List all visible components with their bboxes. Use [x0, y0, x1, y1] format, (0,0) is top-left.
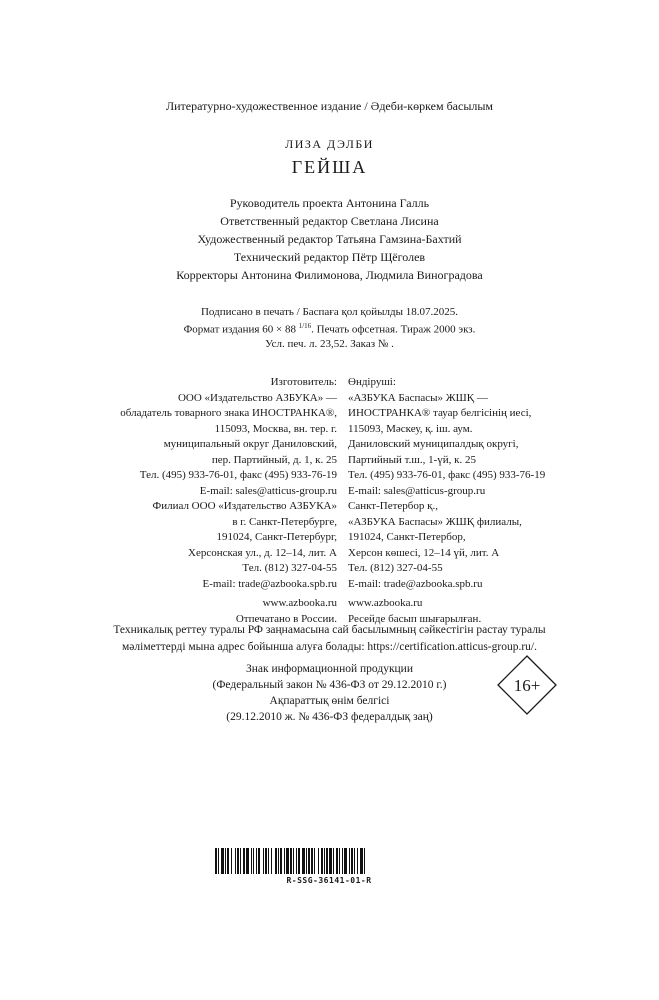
barcode-image — [215, 848, 443, 874]
print-sheets: Усл. печ. л. 23,52. Заказ № . — [265, 338, 394, 350]
print-signed: Подписано в печать / Баспаға қол қойылды 18.07.2025. — [200, 306, 458, 318]
publisher-ru-line: E-mail: sales@atticus-group.ru — [199, 484, 337, 497]
credit-line: Руководитель проекта Антонина Галль — [229, 196, 430, 210]
credit-line: Художественный редактор Татьяна Гамзина-Бахтий — [197, 232, 462, 246]
publisher-kz-line: ИНОСТРАНКА® тауар белгісінің иесі, — [348, 407, 532, 419]
certification-line: Техникалық реттеу туралы РФ заңнамасына сай басылымның сәйкестігін растау туралы — [113, 624, 546, 636]
certification-line: мәліметтерді мына адрес бойынша алуға болады: https://certification.atticus-group.ru/. — [122, 641, 537, 653]
publisher-ru-line: Изготовитель: — [270, 376, 337, 388]
info-sign-block — [0, 661, 659, 725]
publisher-kz-line: 191024, Санкт-Петербор, — [348, 531, 466, 543]
publisher-ru-line: www.azbooka.ru — [262, 597, 337, 609]
info-sign-line: Ақпараттық өнім белгісі — [269, 695, 390, 707]
publisher-kz-line: Тел. (812) 327-04-55 — [348, 562, 443, 574]
publisher-ru-line: Херсонская ул., д. 12–14, лит. А — [188, 546, 337, 559]
info-sign-line: Знак информационной продукции — [246, 663, 413, 675]
publisher-kz-line: «АЗБУКА Баспасы» ЖШҚ — — [348, 391, 488, 404]
publisher-ru-line: 191024, Санкт-Петербург, — [216, 531, 337, 543]
publisher-kz-block — [348, 375, 545, 627]
publisher-kz-line: 115093, Мәскеу, қ. іш. аум. — [348, 422, 473, 435]
publisher-ru-line: пер. Партийный, д. 1, к. 25 — [211, 453, 337, 466]
format-fraction: 1/16 — [298, 322, 312, 330]
publisher-kz-line: Херсон көшесі, 12–14 үй, лит. А — [348, 546, 500, 559]
publisher-kz-line: Ресейде басып шығарылған. — [348, 612, 482, 625]
credit-line: Технический редактор Пётр Щёголев — [233, 250, 426, 264]
publisher-kz-line: E-mail: sales@atticus-group.ru — [348, 484, 486, 497]
publisher-ru-line: Отпечатано в России. — [235, 612, 337, 625]
credit-line: Ответственный редактор Светлана Лисина — [220, 214, 439, 228]
publisher-ru-line: Тел. (812) 327-04-55 — [242, 562, 337, 574]
barcode-number: R-SSG-36141-01-R — [286, 876, 372, 885]
format-suffix: . Печать офсетная. Тираж 2000 экз. — [311, 323, 476, 336]
publisher-ru-line: ООО «Издательство АЗБУКА» — — [177, 391, 337, 404]
print-format — [0, 322, 659, 336]
format-prefix: Формат издания 60 × 88 — [183, 323, 296, 336]
info-sign-line: (29.12.2010 ж. № 436-ФЗ федералдық заң) — [226, 711, 433, 723]
publisher-ru-line: Филиал ООО «Издательство АЗБУКА» — [152, 500, 337, 512]
publisher-kz-line: Даниловский муниципалдық округі, — [348, 438, 519, 450]
author-name: ЛИЗА ДЭЛБИ — [285, 137, 374, 151]
publisher-kz-line: Өндіруші: — [348, 376, 396, 388]
publisher-kz-line: Санкт-Петербор қ., — [348, 500, 438, 512]
publisher-ru-line: муниципальный округ Даниловский, — [163, 438, 337, 450]
certification-notice — [0, 622, 659, 656]
age-rating-text: 16+ — [513, 676, 541, 695]
credit-line: Корректоры Антонина Филимонова, Людмила Виноградова — [176, 268, 483, 282]
publisher-kz-line: www.azbooka.ru — [348, 597, 423, 609]
edition-type: Литературно-художественное издание / Әдеби-көркем басылым — [165, 99, 494, 113]
publisher-kz-line: «АЗБУКА Баспасы» ЖШҚ филиалы, — [348, 515, 522, 528]
publisher-ru-line: в г. Санкт-Петербурге, — [232, 515, 337, 528]
publisher-kz-line: Партийный т.ш., 1-үй, к. 25 — [348, 453, 477, 466]
publisher-ru-line: E-mail: trade@azbooka.spb.ru — [202, 577, 337, 590]
publisher-ru-block — [120, 375, 337, 627]
publisher-ru-line: Тел. (495) 933-76-01, факс (495) 933-76-19 — [139, 469, 337, 481]
publisher-kz-line: Тел. (495) 933-76-01, факс (495) 933-76-19 — [348, 469, 546, 481]
publisher-kz-line: E-mail: trade@azbooka.spb.ru — [348, 577, 483, 590]
publisher-ru-line: обладатель товарного знака ИНОСТРАНКА®, — [120, 407, 337, 419]
age-rating-badge — [497, 655, 557, 715]
book-title: ГЕЙША — [291, 157, 368, 177]
publisher-ru-line: 115093, Москва, вн. тер. г. — [214, 422, 337, 435]
info-sign-line: (Федеральный закон № 436-ФЗ от 29.12.2010 г.) — [212, 679, 447, 691]
